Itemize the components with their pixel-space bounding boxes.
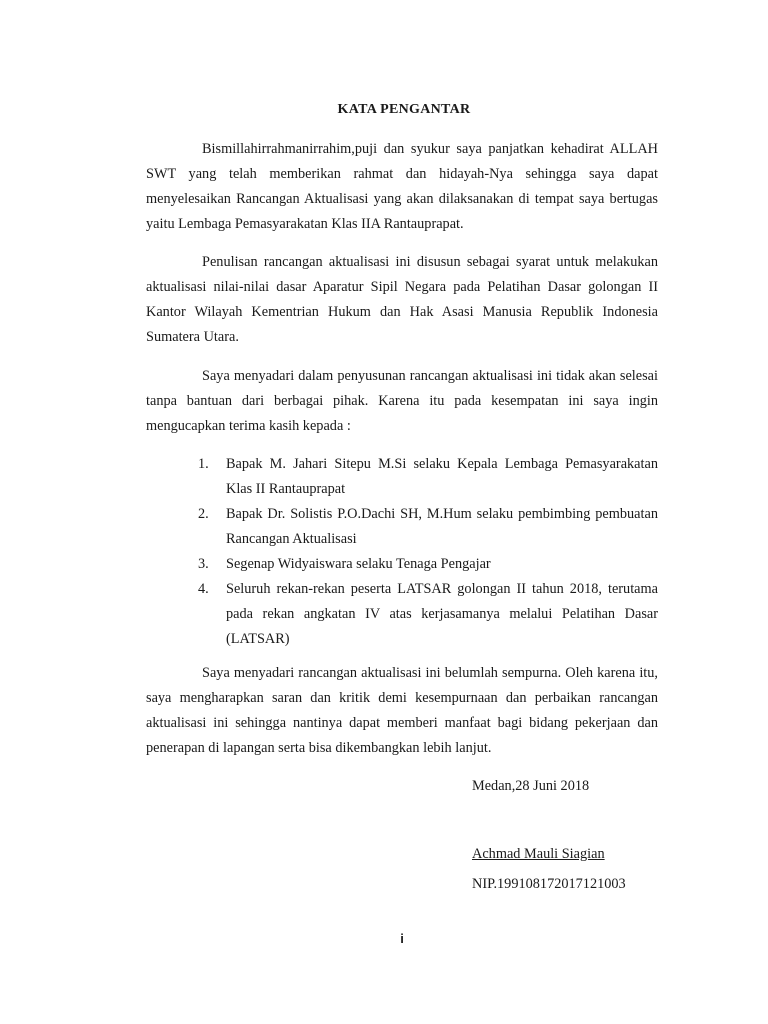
- signature-place-date: Medan,28 Juni 2018: [472, 778, 590, 794]
- list-item-text: Bapak Dr. Solistis P.O.Dachi SH, M.Hum selaku pembimbing pembuatan Rancangan Aktualisasi: [226, 506, 658, 547]
- list-item-number: 2.: [198, 506, 209, 522]
- list-item-text: Seluruh rekan-rekan peserta LATSAR golongan II tahun 2018, terutama pada rekan angkatan IV atas kerjasamanya melalui Pelatihan Dasar (LATSAR): [226, 581, 658, 647]
- list-item-number: 1.: [198, 456, 209, 472]
- list-item-number: 3.: [198, 556, 209, 572]
- paragraph-thanks-intro: Saya menyadari dalam penyusunan rancangan aktualisasi ini tidak akan selesai tanpa bantuan dari berbagai pihak. Karena itu pada kesempatan ini saya ingin mengucapkan terima kasih kepada :: [146, 368, 658, 434]
- page-title: KATA PENGANTAR: [337, 102, 471, 117]
- list-item: [198, 502, 658, 552]
- signature-nip: NIP.199108172017121003: [472, 876, 626, 892]
- page-number: i: [400, 931, 404, 946]
- list-item: [198, 577, 658, 652]
- signature-name: Achmad Mauli Siagian: [472, 846, 605, 862]
- paragraph-closing: Saya menyadari rancangan aktualisasi ini belumlah sempurna. Oleh karena itu, saya mengharapkan saran dan kritik demi kesempurnaan dan perbaikan rancangan aktualisasi ini sehingga nantinya dapat memberi manfaat bagi bidang pekerjaan dan penerapan di lapangan serta bisa dikembangkan lebih lanjut.: [146, 665, 658, 756]
- list-item-text: Segenap Widyaiswara selaku Tenaga Pengajar: [226, 556, 491, 572]
- paragraph-opening: Bismillahirrahmanirrahim,puji dan syukur saya panjatkan kehadirat ALLAH SWT yang telah memberikan rahmat dan hidayah-Nya sehingga saya dapat menyelesaikan Rancangan Aktualisasi yang akan dilaksanakan di tempat saya bertugas yaitu Lembaga Pemasyarakatan Klas IIA Rantauprapat.: [146, 141, 658, 232]
- list-item: [198, 452, 658, 502]
- list-item-number: 4.: [198, 581, 209, 597]
- list-item: [198, 552, 658, 577]
- list-item-text: Bapak M. Jahari Sitepu M.Si selaku Kepala Lembaga Pemasyarakatan Klas II Rantauprapat: [226, 456, 658, 497]
- paragraph-purpose: Penulisan rancangan aktualisasi ini disusun sebagai syarat untuk melakukan aktualisasi nilai-nilai dasar Aparatur Sipil Negara pada Pelatihan Dasar golongan II Kantor Wilayah Kementrian Hukum dan Hak Asasi Manusia Republik Indonesia Sumatera Utara.: [146, 254, 658, 345]
- acknowledgement-list: [198, 452, 658, 652]
